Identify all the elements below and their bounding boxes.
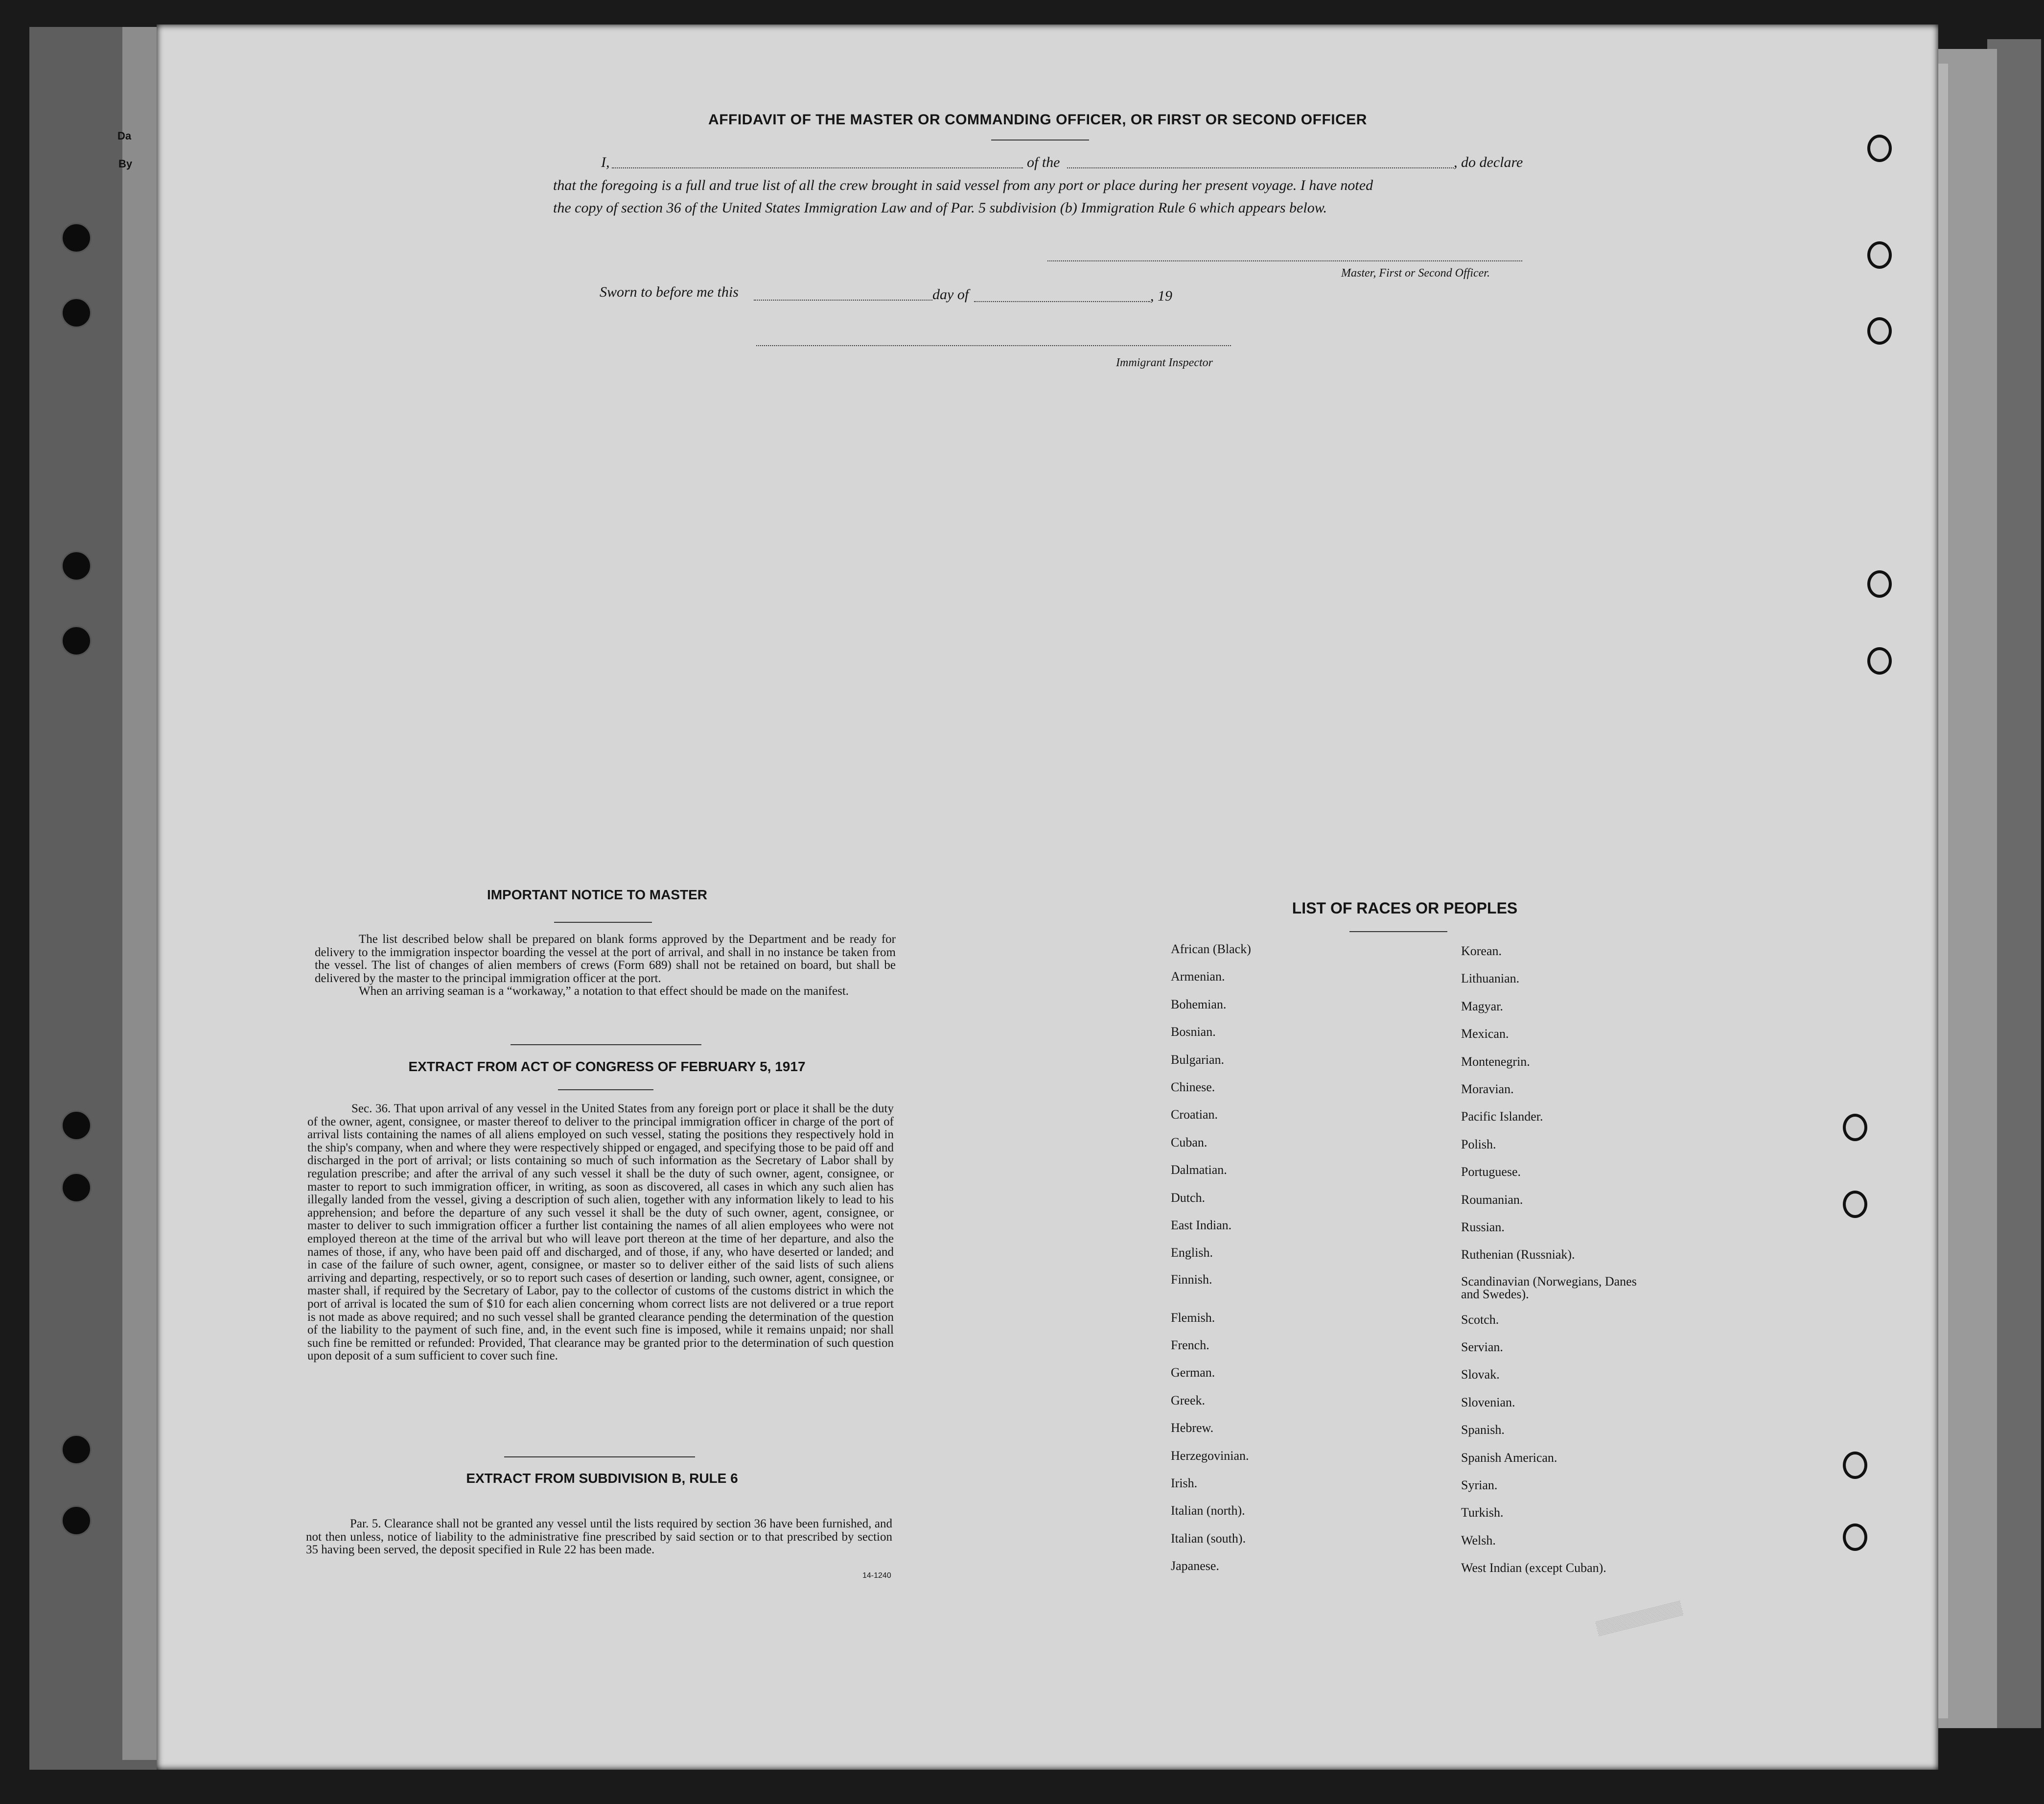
page-hole [1867, 135, 1892, 162]
race-item: Pacific Islander. [1461, 1109, 1543, 1124]
name-blank[interactable] [612, 167, 1023, 168]
race-item: English. [1171, 1245, 1213, 1260]
race-item: Turkish. [1461, 1505, 1504, 1520]
side-margin-mark: Da [117, 130, 132, 142]
page-hole [1867, 570, 1892, 598]
race-item: Servian. [1461, 1340, 1503, 1355]
race-item: Spanish American. [1461, 1450, 1557, 1465]
page-hole [1843, 1452, 1867, 1479]
race-item: Hebrew. [1171, 1421, 1214, 1435]
race-item: Lithuanian. [1461, 971, 1520, 986]
race-item: Moravian. [1461, 1081, 1514, 1096]
race-item: Spanish. [1461, 1423, 1505, 1437]
extract-rule-body [306, 1518, 892, 1557]
binder-hole [61, 1110, 92, 1141]
race-item: French. [1171, 1338, 1209, 1353]
day-of-label: day of [932, 286, 969, 303]
race-item: Mexican. [1461, 1027, 1509, 1041]
race-item: Croatian. [1171, 1107, 1218, 1122]
race-item: Bohemian. [1171, 997, 1227, 1011]
race-item: Roumanian. [1461, 1192, 1523, 1207]
inspector-signature-line[interactable] [756, 345, 1231, 346]
races-left-column [1171, 942, 1251, 1587]
notice-paragraph-2: When an arriving seaman is a “workaway,” a notation to that effect should be made on the manifest. [359, 984, 849, 998]
race-item: Japanese. [1171, 1559, 1219, 1573]
title-underline [991, 140, 1089, 141]
affidavit-do-declare: , do declare [1454, 154, 1523, 170]
section-divider [511, 1044, 701, 1045]
binder-left-edge [122, 27, 157, 1760]
faded-stamp: ▒▒▒▒▒▒▒▒▒ [1595, 1600, 1684, 1637]
race-item: Scotch. [1461, 1312, 1499, 1327]
race-item: Greek. [1171, 1393, 1206, 1407]
binder-hole [61, 1434, 92, 1465]
binder-hole [61, 1172, 92, 1203]
race-item: Syrian. [1461, 1478, 1498, 1493]
binder-hole [61, 223, 92, 253]
side-margin-mark: By [118, 158, 133, 170]
extract-act-title: EXTRACT FROM ACT OF CONGRESS OF FEBRUARY 5, 1917 [408, 1059, 806, 1074]
extract-act-underline [558, 1089, 653, 1090]
race-item: Dutch. [1171, 1190, 1206, 1205]
race-item: Portuguese. [1461, 1165, 1521, 1179]
affidavit-line-3: the copy of section 36 of the United States Immigration Law and of Par. 5 subdivision (b) Immigration Rule 6 which appears below. [553, 200, 1327, 216]
binder-hole [61, 551, 92, 581]
vessel-blank[interactable] [1067, 167, 1454, 168]
year-label: , 19 [1150, 288, 1172, 304]
race-item: Finnish. [1171, 1272, 1212, 1287]
affidavit-i-label: I, [601, 154, 610, 170]
race-item: Italian (south). [1171, 1531, 1246, 1546]
affidavit-of-the-label: of the [1027, 154, 1060, 170]
master-caption: Master, First or Second Officer. [1341, 267, 1490, 280]
race-item: Bulgarian. [1171, 1052, 1225, 1067]
page-hole [1867, 241, 1892, 269]
race-item: Irish. [1171, 1476, 1198, 1491]
race-item: Bosnian. [1171, 1025, 1216, 1039]
sworn-month-blank[interactable] [974, 301, 1150, 302]
page-hole [1843, 1523, 1867, 1551]
race-item: East Indian. [1171, 1218, 1232, 1232]
binder-hole [61, 1505, 92, 1536]
extract-rule-title: EXTRACT FROM SUBDIVISION B, RULE 6 [466, 1471, 738, 1486]
race-item: Flemish. [1171, 1310, 1215, 1325]
race-item: Welsh. [1461, 1533, 1496, 1547]
race-item: West Indian (except Cuban). [1461, 1561, 1606, 1575]
race-item: Scandinavian (Norwegians, Danes and Swedes). [1461, 1274, 1637, 1301]
race-item: Russian. [1461, 1219, 1505, 1234]
affidavit-title: AFFIDAVIT OF THE MASTER OR COMMANDING OFFICER, OR FIRST OR SECOND OFFICER [708, 112, 1367, 128]
races-underline [1349, 931, 1447, 932]
sworn-label: Sworn to before me this [600, 284, 739, 300]
page-hole [1843, 1191, 1867, 1218]
extract-act-body [307, 1102, 894, 1363]
notice-body [315, 933, 896, 998]
section-divider [504, 1456, 695, 1457]
race-item: German. [1171, 1365, 1215, 1380]
notice-title: IMPORTANT NOTICE TO MASTER [487, 887, 708, 902]
race-item: Slovak. [1461, 1367, 1500, 1382]
race-item: African (Black) [1171, 942, 1251, 956]
race-item: Cuban. [1171, 1135, 1208, 1149]
race-item: Chinese. [1171, 1079, 1215, 1094]
race-item: Polish. [1461, 1137, 1496, 1151]
affidavit-line-2: that the foregoing is a full and true list of all the crew brought in said vessel from any port or place during her present voyage. I have noted [553, 177, 1373, 193]
race-item: Slovenian. [1461, 1395, 1515, 1409]
sworn-day-blank[interactable] [754, 300, 932, 301]
race-item: Montenegrin. [1461, 1054, 1530, 1069]
page-hole [1867, 317, 1892, 345]
race-item: Italian (north). [1171, 1503, 1245, 1518]
notice-underline [554, 922, 652, 923]
page-hole [1843, 1114, 1867, 1141]
extract-rule-text: Par. 5. Clearance shall not be granted any vessel until the lists required by section 36 have been furnished, and not then unless, notice of liability to the administrative fine prescribed by said section or to that prescribed by section 35 having been served, the deposit specified in Rule 22 has been made. [306, 1517, 892, 1557]
notice-paragraph-1: The list described below shall be prepared on blank forms approved by the Department and be ready for delivery to the immigration inspector boarding the vessel at the port of arrival, and shall in no instance be taken from the vessel. The list of changes of alien members of crews (Form 689) shall not be retained on board, but shall be delivered by the master to the principal immigration officer at the port. [315, 933, 896, 985]
race-item: Herzegovinian. [1171, 1448, 1249, 1463]
race-item: Ruthenian (Russniak). [1461, 1247, 1575, 1262]
races-title: LIST OF RACES OR PEOPLES [1292, 899, 1518, 917]
binder-hole [61, 626, 92, 656]
master-signature-line[interactable] [1047, 260, 1522, 261]
extract-act-text: Sec. 36. That upon arrival of any vessel in the United States from any foreign port or place it shall be the duty of the owner, agent, consignee, or master thereof to deliver to the principal immigration officer in charge of the port of arrival lists containing the names of all aliens employed on such vessel, stating the positions they respectively hold in the ship's company, when and where they were respectively shipped or engaged, and specifying those to be paid off and discharged in the port of arrival; or lists containing so much of such information as the Secretary of Labor shall by regulation prescribe; and after the arrival of any such vessel it shall be the duty of such owner, agent, consignee, or master to report to such immigration officer, in writing, as soon as discovered, all cases in which any such alien has illegally landed from the vessel, giving a description of such alien, together with any information likely to lead to his apprehension; and before the departure of any such vessel it shall be the duty of such owner, agent, consignee, or master to deliver to such immigration officer a further list containing the names of all alien employees who were not employed thereon at the time of the arrival but who will leave port thereon at the time of her departure, and also the names of those, if any, who have been paid off and discharged, and of those, if any, who have deserted or landed; and in case of the failure of such owner, agent, consignee, or master so to deliver either of the said lists of such aliens arriving and departing, respectively, or so to report such cases of desertion or landing, such owner, agent, consignee, or master shall, if required by the Secretary of Labor, pay to the collector of customs of the customs district in which the port of arrival is located the sum of $10 for each alien concerning whom correct lists are not delivered or a true report is not made as above required; and no such vessel shall be granted clearance pending the determination of the question of the liability to the payment of such fine, and, in the event such fine is imposed, while it remains unpaid; nor shall such fine be remitted or refunded: Provided, That clearance may be granted prior to the determination of such question upon deposit of a sum sufficient to cover such fine. [307, 1102, 894, 1363]
race-item: Armenian. [1171, 969, 1225, 984]
race-item: Korean. [1461, 944, 1502, 958]
race-item: Magyar. [1461, 999, 1503, 1013]
race-item: Dalmatian. [1171, 1163, 1227, 1177]
inspector-caption: Immigrant Inspector [1116, 356, 1213, 369]
races-right-column [1461, 944, 1637, 1589]
form-number: 14-1240 [862, 1571, 891, 1580]
page-hole [1867, 647, 1892, 675]
binder-hole [61, 298, 92, 328]
